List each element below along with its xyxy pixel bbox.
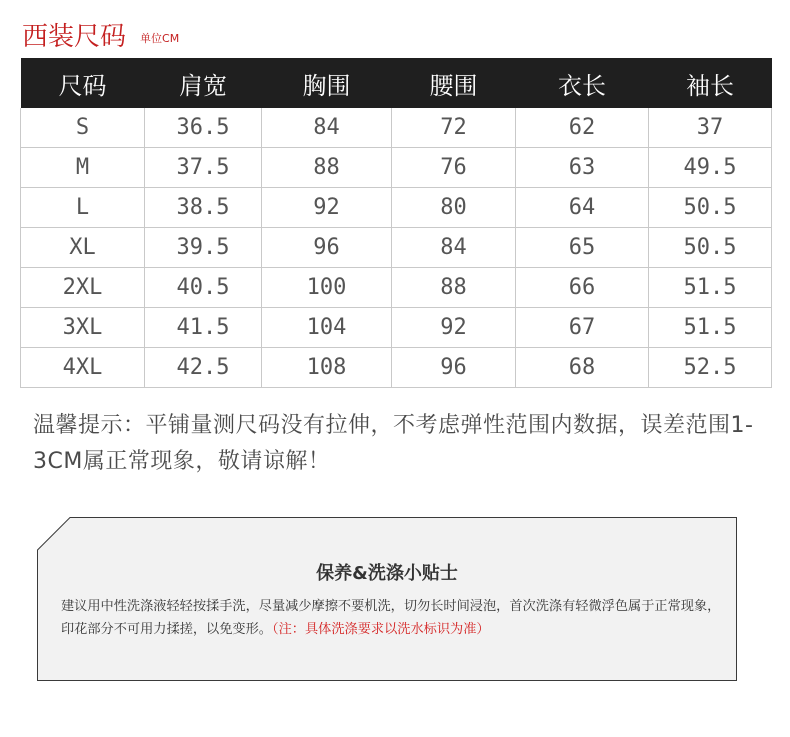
table-cell: 37.5 [145, 148, 262, 188]
table-cell: 39.5 [145, 228, 262, 268]
table-cell: 104 [262, 308, 392, 348]
chart-title [22, 18, 179, 52]
table-cell: 64 [516, 188, 649, 228]
table-cell: 80 [392, 188, 516, 228]
table-cell: 3XL [21, 308, 145, 348]
care-note: （注：具体洗涤要求以洗水标识为准） [272, 622, 490, 637]
table-cell: 52.5 [649, 348, 772, 388]
table-cell: 42.5 [145, 348, 262, 388]
table-cell: 108 [262, 348, 392, 388]
table-header-row [21, 58, 772, 108]
care-tips-box [37, 517, 737, 681]
page-title: 西装尺码 [22, 22, 127, 52]
table-cell: S [21, 108, 145, 148]
table-cell: 50.5 [649, 188, 772, 228]
care-title: 保养&洗涤小贴士 [316, 563, 458, 584]
header-waist: 腰围 [392, 58, 516, 108]
table-row [21, 228, 772, 268]
table-cell: 4XL [21, 348, 145, 388]
table-cell: 96 [392, 348, 516, 388]
table-cell: 92 [262, 188, 392, 228]
care-text [61, 595, 731, 641]
table-cell: 96 [262, 228, 392, 268]
table-cell: L [21, 188, 145, 228]
table-cell: 41.5 [145, 308, 262, 348]
table-cell: 2XL [21, 268, 145, 308]
header-sleeve: 袖长 [649, 58, 772, 108]
table-cell: 37 [649, 108, 772, 148]
table-cell: XL [21, 228, 145, 268]
table-row [21, 108, 772, 148]
header-size: 尺码 [21, 58, 145, 108]
table-row [21, 188, 772, 228]
table-cell: 88 [262, 148, 392, 188]
table-cell: 67 [516, 308, 649, 348]
table-cell: 51.5 [649, 308, 772, 348]
table-cell: M [21, 148, 145, 188]
measurement-tip: 温馨提示：平铺量测尺码没有拉伸，不考虑弹性范围内数据，误差范围1-3CM属正常现象，敬请谅解！ [33, 413, 754, 474]
table-cell: 65 [516, 228, 649, 268]
unit-label: 单位CM [140, 32, 180, 45]
table-cell: 51.5 [649, 268, 772, 308]
table-cell: 38.5 [145, 188, 262, 228]
table-cell: 68 [516, 348, 649, 388]
table-row [21, 148, 772, 188]
table-row [21, 348, 772, 388]
table-cell: 100 [262, 268, 392, 308]
care-body: 建议用中性洗涤液轻轻按揉手洗，尽量减少摩擦不要机洗，切勿长时间浸泡，首次洗涤有轻微浮色属于正常现象，印花部分不可用力揉搓，以免变形。 [61, 599, 721, 637]
table-cell: 84 [392, 228, 516, 268]
table-row [21, 268, 772, 308]
table-row [21, 308, 772, 348]
header-length: 衣长 [516, 58, 649, 108]
table-cell: 49.5 [649, 148, 772, 188]
size-table [20, 58, 772, 388]
table-cell: 40.5 [145, 268, 262, 308]
table-cell: 84 [262, 108, 392, 148]
table-cell: 88 [392, 268, 516, 308]
table-cell: 50.5 [649, 228, 772, 268]
table-cell: 72 [392, 108, 516, 148]
table-cell: 76 [392, 148, 516, 188]
table-cell: 66 [516, 268, 649, 308]
table-cell: 92 [392, 308, 516, 348]
header-shoulder: 肩宽 [145, 58, 262, 108]
table-cell: 36.5 [145, 108, 262, 148]
table-cell: 62 [516, 108, 649, 148]
header-chest: 胸围 [262, 58, 392, 108]
table-cell: 63 [516, 148, 649, 188]
